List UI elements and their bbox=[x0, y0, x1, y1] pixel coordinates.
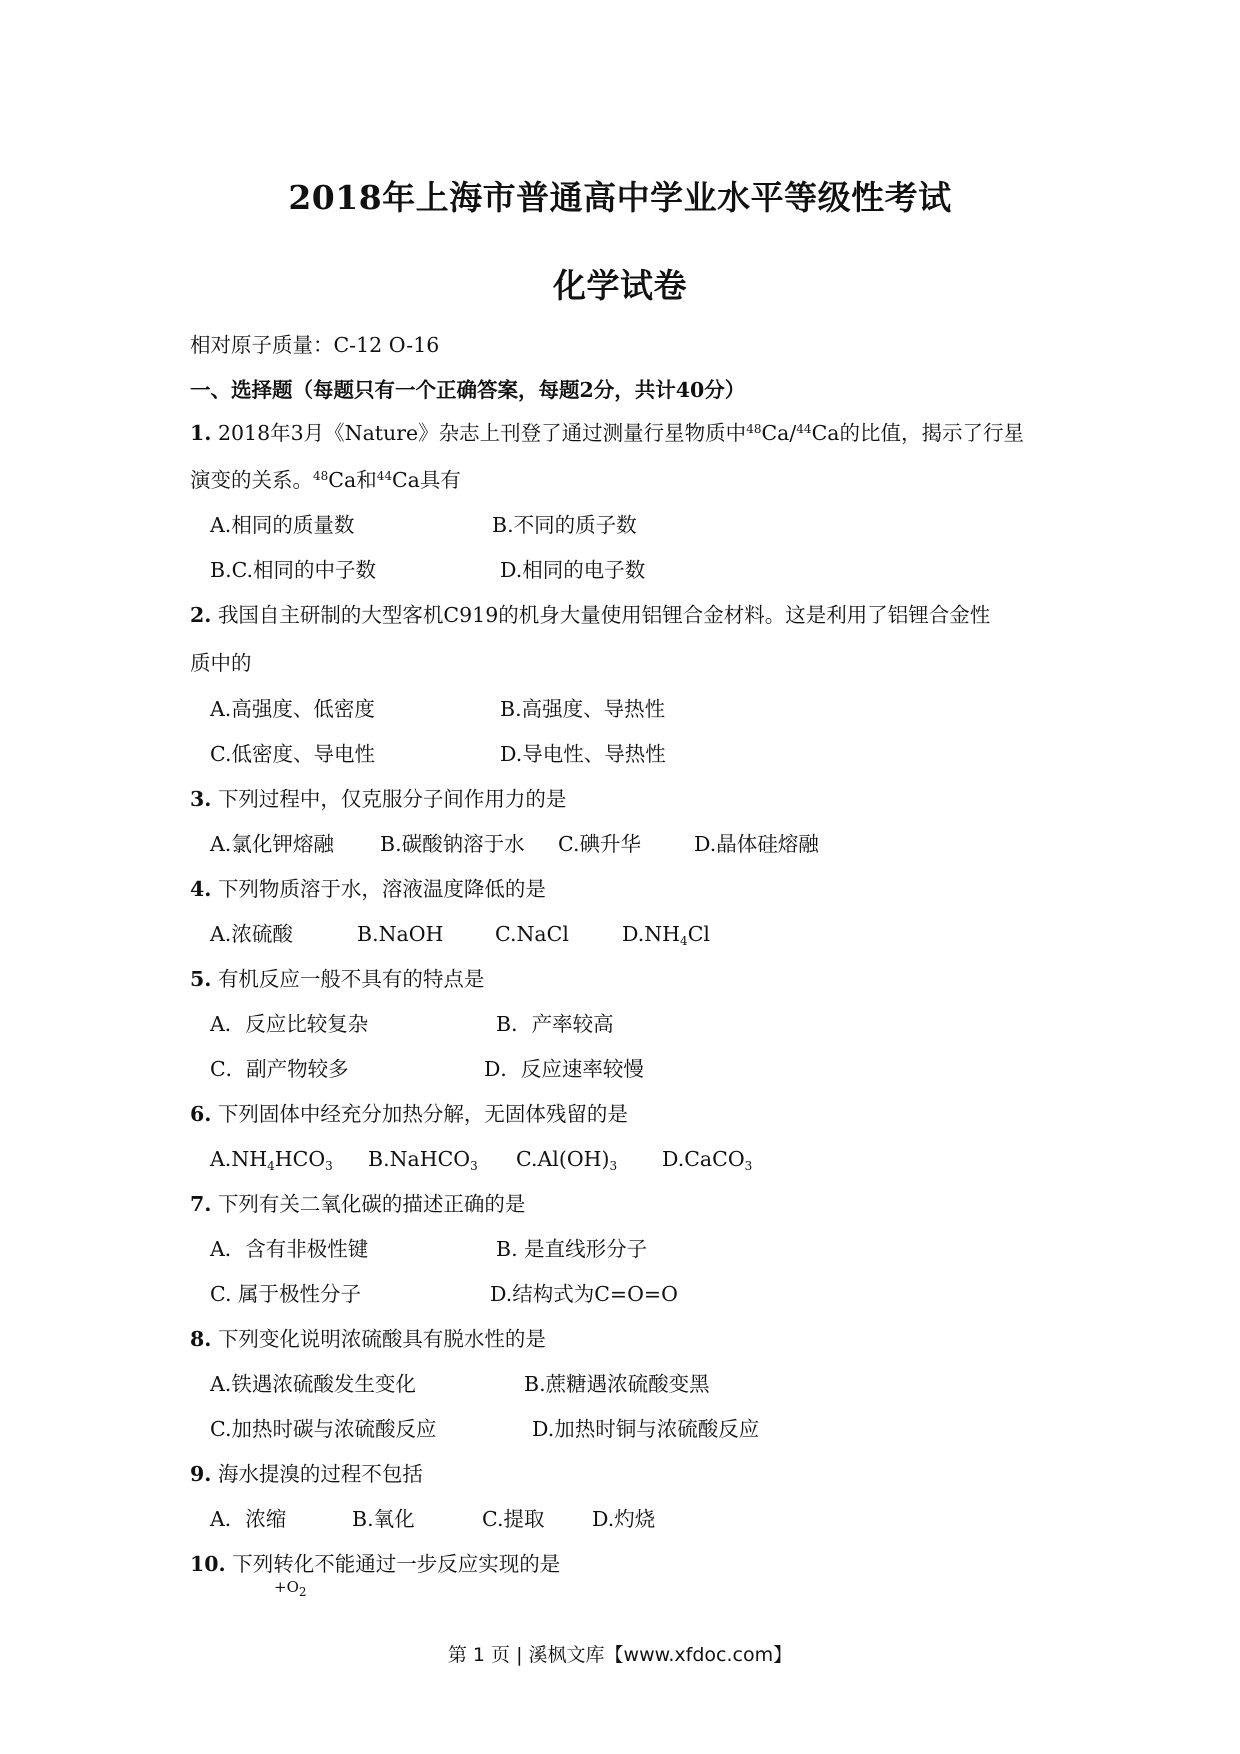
q6-option-b bbox=[368, 1146, 478, 1172]
question-text: 下列过程中，仅克服分子间作用力的是 bbox=[217, 787, 567, 811]
subscript: 2 bbox=[298, 1585, 307, 1599]
superscript: 48 bbox=[313, 469, 329, 483]
q7-option-d: D.结构式为C=O=O bbox=[490, 1282, 678, 1306]
formula-text: A.NH bbox=[210, 1147, 268, 1171]
q5-option-c: C．副产物较多 bbox=[210, 1057, 349, 1081]
atomic-mass-line: 相对原子质量：C-12 O-16 bbox=[190, 333, 440, 357]
question-1-line-2 bbox=[190, 467, 461, 493]
question-text: 演变的关系。 bbox=[190, 468, 313, 492]
question-text: Ca具有 bbox=[391, 468, 461, 492]
q1-option-b: B.不同的质子数 bbox=[492, 513, 637, 537]
q9-option-a: A．浓缩 bbox=[210, 1507, 287, 1531]
question-9-line-1 bbox=[190, 1461, 423, 1487]
question-text: 我国自主研制的大型客机C919的机身大量使用铝锂合金材料。这是利用了铝锂合金性 bbox=[217, 603, 991, 627]
q4-option-c: C.NaCl bbox=[495, 922, 569, 946]
q2-option-d: D.导电性、导热性 bbox=[500, 742, 666, 766]
q7-option-a: A．含有非极性键 bbox=[210, 1237, 369, 1261]
q9-option-b: B.氧化 bbox=[352, 1507, 415, 1531]
q8-option-d: D.加热时铜与浓硫酸反应 bbox=[532, 1417, 760, 1441]
q9-option-c: C.提取 bbox=[482, 1507, 545, 1531]
question-text: 有机反应一般不具有的特点是 bbox=[217, 967, 485, 991]
question-number: 7. bbox=[190, 1192, 212, 1216]
q3-option-d: D.晶体硅熔融 bbox=[694, 832, 819, 856]
page-footer: 第 1 页 | 溪枫文库【www.xfdoc.com】 bbox=[447, 1644, 793, 1666]
question-text: 下列变化说明浓硫酸具有脱水性的是 bbox=[217, 1327, 546, 1351]
q5-option-b: B．产率较高 bbox=[496, 1012, 614, 1036]
question-text: Ca和 bbox=[328, 468, 377, 492]
question-3-line-1 bbox=[190, 786, 566, 812]
question-text: 下列物质溶于水，溶液温度降低的是 bbox=[217, 877, 546, 901]
question-text: 海水提溴的过程不包括 bbox=[217, 1462, 423, 1486]
question-text: 下列固体中经充分加热分解，无固体残留的是 bbox=[217, 1102, 628, 1126]
question-number: 6. bbox=[190, 1102, 212, 1126]
exam-subtitle: 化学试卷 bbox=[553, 266, 687, 305]
superscript: 44 bbox=[376, 469, 392, 483]
question-8-line-1 bbox=[190, 1326, 546, 1352]
question-number: 1. bbox=[190, 421, 212, 445]
exam-title: 2018年上海市普通高中学业水平等级性考试 bbox=[288, 178, 952, 217]
formula-text: C.Al(OH) bbox=[516, 1147, 610, 1171]
question-number: 4. bbox=[190, 877, 212, 901]
superscript: 44 bbox=[796, 422, 812, 436]
question-number: 10. bbox=[190, 1552, 226, 1576]
q8-option-c: C.加热时碳与浓硫酸反应 bbox=[210, 1417, 437, 1441]
q6-option-d bbox=[662, 1146, 752, 1172]
question-text: 下列转化不能通过一步反应实现的是 bbox=[232, 1552, 561, 1576]
subscript: 3 bbox=[609, 1159, 618, 1173]
q3-option-a: A.氯化钾熔融 bbox=[210, 832, 334, 856]
q2-option-a: A.高强度、低密度 bbox=[210, 697, 375, 721]
q7-option-b: B. 是直线形分子 bbox=[496, 1237, 648, 1261]
q1-option-a: A.相同的质量数 bbox=[210, 513, 355, 537]
subscript: 3 bbox=[470, 1159, 478, 1173]
q7-option-c: C. 属于极性分子 bbox=[210, 1282, 361, 1306]
reaction-condition bbox=[274, 1574, 307, 1600]
question-number: 8. bbox=[190, 1327, 212, 1351]
q6-option-c bbox=[516, 1146, 617, 1172]
question-2-line-2: 质中的 bbox=[190, 651, 252, 675]
question-number: 3. bbox=[190, 787, 212, 811]
question-number: 9. bbox=[190, 1462, 212, 1486]
formula-text: HCO bbox=[274, 1147, 326, 1171]
question-number: 5. bbox=[190, 967, 212, 991]
q1-option-d: D.相同的电子数 bbox=[500, 558, 646, 582]
formula-text: Cl bbox=[687, 922, 710, 946]
q8-option-b: B.蔗糖遇浓硫酸变黑 bbox=[524, 1372, 710, 1396]
q2-option-c: C.低密度、导电性 bbox=[210, 742, 375, 766]
subscript: 3 bbox=[744, 1159, 753, 1173]
formula-text: B.NaHCO bbox=[368, 1147, 471, 1171]
subscript: 4 bbox=[267, 1159, 275, 1173]
q4-option-d bbox=[622, 921, 710, 947]
superscript: 48 bbox=[746, 422, 762, 436]
q2-option-b: B.高强度、导热性 bbox=[500, 697, 666, 721]
formula-text: +O bbox=[274, 1578, 299, 1596]
formula-text: D.CaCO bbox=[662, 1147, 745, 1171]
formula-text: D.NH bbox=[622, 922, 681, 946]
q1-option-c: B.C.相同的中子数 bbox=[210, 558, 377, 582]
question-text: 2018年3月《Nature》杂志上刊登了通过测量行星物质中 bbox=[217, 421, 747, 445]
subscript: 3 bbox=[325, 1159, 333, 1173]
q5-option-a: A．反应比较复杂 bbox=[210, 1012, 369, 1036]
question-4-line-1 bbox=[190, 876, 546, 902]
question-5-line-1 bbox=[190, 966, 484, 992]
q9-option-d: D.灼烧 bbox=[592, 1507, 656, 1531]
q3-option-c: C.碘升华 bbox=[558, 832, 641, 856]
question-10-line-1 bbox=[190, 1551, 560, 1577]
question-2-line-1 bbox=[190, 602, 990, 628]
section-heading: 一、选择题（每题只有一个正确答案，每题2分，共计40分） bbox=[190, 378, 746, 402]
q4-option-b: B.NaOH bbox=[357, 922, 444, 946]
question-text: 下列有关二氧化碳的描述正确的是 bbox=[217, 1192, 526, 1216]
question-6-line-1 bbox=[190, 1101, 628, 1127]
q4-option-a: A.浓硫酸 bbox=[210, 922, 293, 946]
q8-option-a: A.铁遇浓硫酸发生变化 bbox=[210, 1372, 416, 1396]
question-number: 2. bbox=[190, 603, 212, 627]
question-text: Ca/ bbox=[761, 421, 797, 445]
question-7-line-1 bbox=[190, 1191, 525, 1217]
q3-option-b: B.碳酸钠溶于水 bbox=[380, 832, 525, 856]
q5-option-d: D．反应速率较慢 bbox=[484, 1057, 644, 1081]
question-1-line-1 bbox=[190, 420, 1024, 446]
question-text: Ca的比值，揭示了行星 bbox=[811, 421, 1024, 445]
subscript: 4 bbox=[680, 934, 688, 948]
q6-option-a bbox=[210, 1146, 333, 1172]
